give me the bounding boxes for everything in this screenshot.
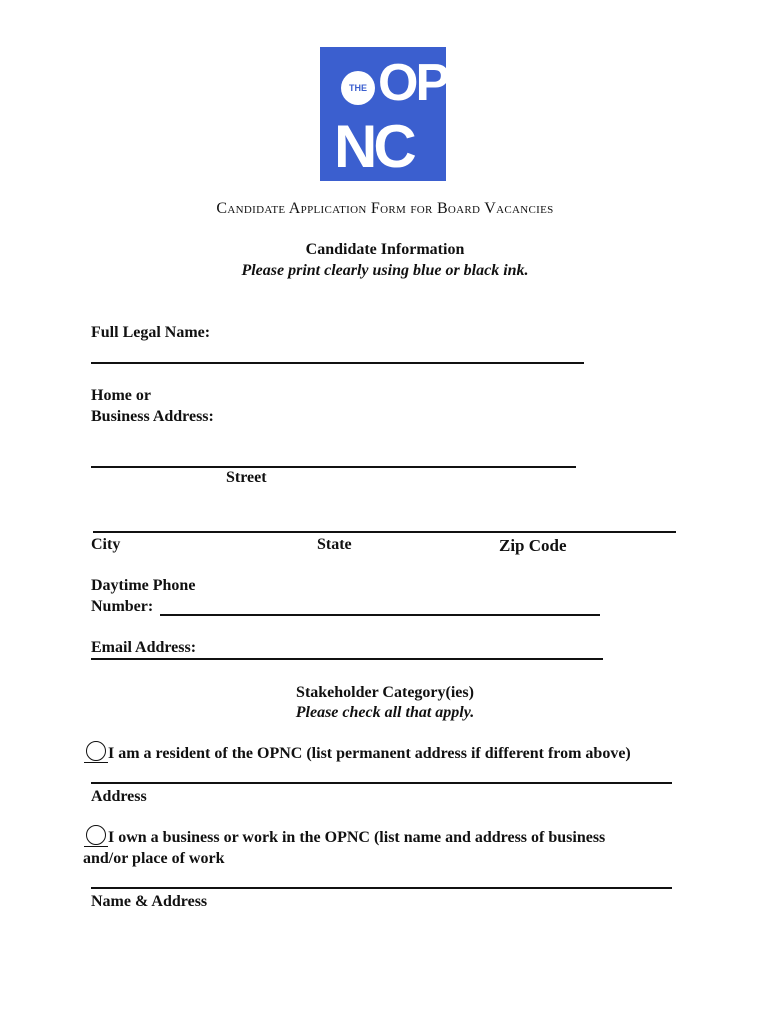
business-name-address-line[interactable] [91,887,672,889]
business-name-address-label: Name & Address [91,893,208,910]
email-line[interactable] [91,658,603,660]
business-checkbox[interactable] [86,825,106,845]
business-option-label-2: and/or place of work [83,850,225,867]
email-label: Email Address: [91,639,197,656]
state-label: State [317,536,352,553]
resident-address-line[interactable] [91,782,672,784]
city-state-zip-line[interactable] [93,531,676,533]
logo-op-text: OP [378,54,448,112]
phone-label-1: Daytime Phone [91,577,196,594]
phone-line[interactable] [160,614,600,616]
address-label-2: Business Address: [91,408,214,425]
resident-option-label: I am a resident of the OPNC (list permanent address if different from above) [108,745,631,762]
business-underline [84,846,108,847]
business-option-label-1: I own a business or work in the OPNC (list name and address of business [108,829,606,846]
street-label: Street [226,469,267,486]
resident-underline [84,762,108,763]
city-label: City [91,536,121,553]
stakeholder-heading: Stakeholder Category(ies) [296,684,474,701]
zip-label: Zip Code [499,536,567,555]
phone-label-2: Number: [91,598,154,615]
full-name-label: Full Legal Name: [91,324,211,341]
address-label-1: Home or [91,387,151,404]
logo-the-text: THE [341,71,375,105]
resident-address-label: Address [91,788,147,805]
street-line[interactable] [91,466,576,468]
section-instruction: Please print clearly using blue or black ink. [241,262,529,279]
section-heading: Candidate Information [305,241,465,258]
stakeholder-instruction: Please check all that apply. [295,704,475,721]
form-title: Candidate Application Form for Board Vacancies [216,200,554,217]
full-name-line[interactable] [91,362,584,364]
logo-nc-text: NC [334,113,413,180]
opnc-logo [320,47,446,181]
resident-checkbox[interactable] [86,741,106,761]
